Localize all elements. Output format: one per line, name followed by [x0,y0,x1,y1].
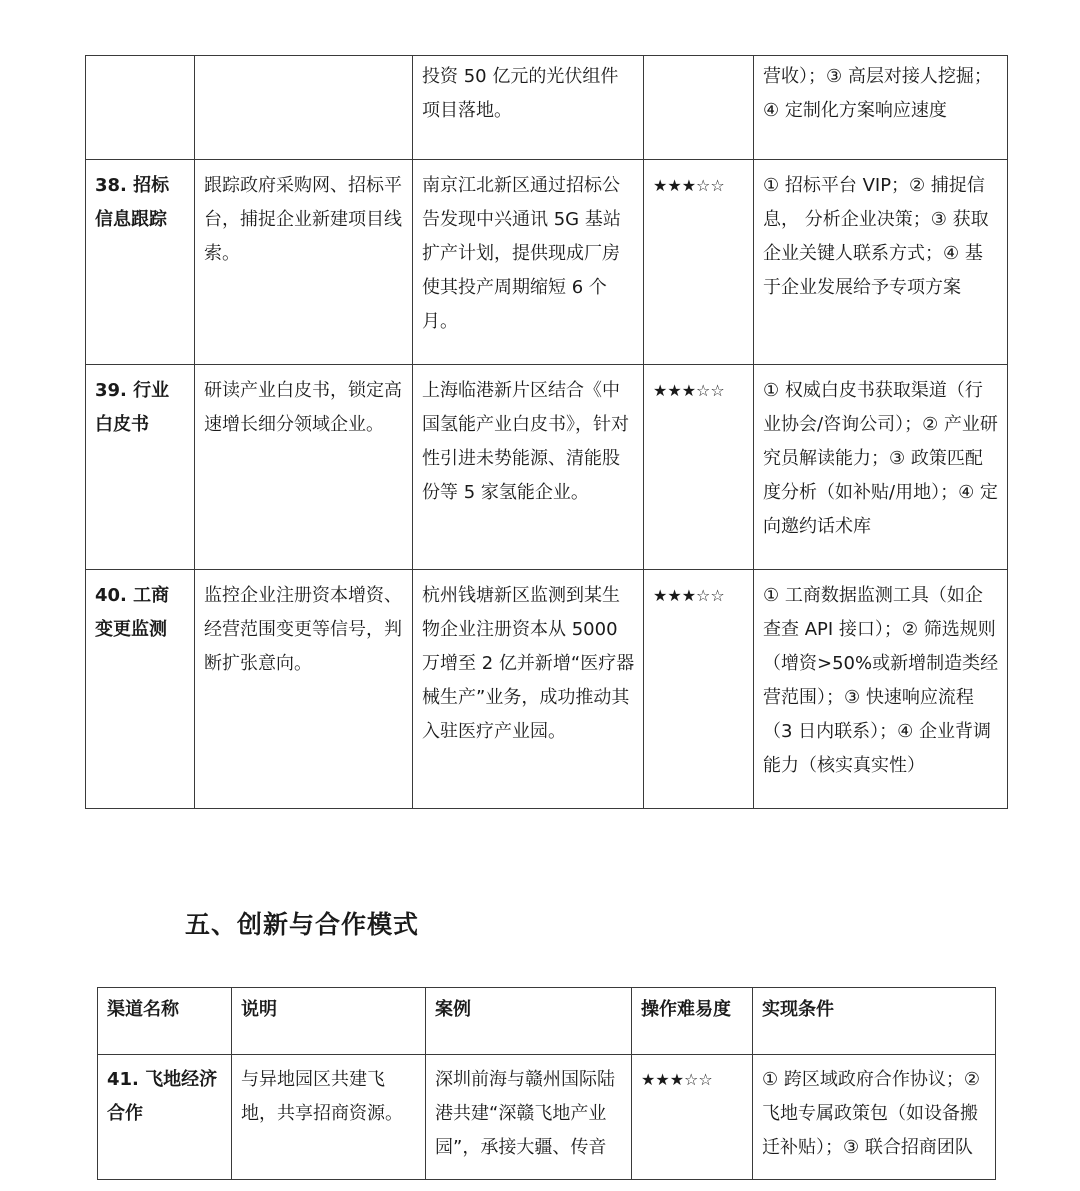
table-header-row [98,988,996,1055]
section-heading: 五、创新与合作模式 [185,910,420,939]
case-cell: 深圳前海与赣州国际陆港共建“深赣飞地产业园”，承接大疆、传音 [426,1055,632,1180]
channel-name-cell: 39. 行业白皮书 [86,365,195,570]
case-cell: 上海临港新片区结合《中国氢能产业白皮书》，针对性引进未势能源、清能股份等 5 家氢能企业。 [413,365,644,570]
case-cell: 杭州钱塘新区监测到某生物企业注册资本从 5000 万增至 2 亿并新增“医疗器械生产”业务，成功推动其入驻医疗产业园。 [413,570,644,809]
table-row [86,56,1008,160]
column-header-name: 渠道名称 [98,988,232,1055]
table-row [86,160,1008,365]
difficulty-rating: ★★★☆☆ [644,160,754,365]
column-header-conditions: 实现条件 [753,988,996,1055]
case-cell: 南京江北新区通过招标公告发现中兴通讯 5G 基站扩产计划，提供现成厂房使其投产周期缩短 6 个月。 [413,160,644,365]
column-header-description: 说明 [232,988,426,1055]
channel-table-innovation [97,987,996,1180]
column-header-difficulty: 操作难易度 [632,988,753,1055]
channel-name-cell [86,56,195,160]
table-row [98,1055,996,1180]
difficulty-rating: ★★★☆☆ [632,1055,753,1180]
difficulty-cell [644,56,754,160]
conditions-cell: ① 工商数据监测工具（如企查查 API 接口）；② 筛选规则（增资>50%或新增制造类经营范围）；③ 快速响应流程（3 日内联系）；④ 企业背调能力（核实真实性） [754,570,1008,809]
column-header-case: 案例 [426,988,632,1055]
channel-name-cell: 38. 招标信息跟踪 [86,160,195,365]
case-cell: 投资 50 亿元的光伏组件项目落地。 [413,56,644,160]
channel-name-cell: 40. 工商变更监测 [86,570,195,809]
description-cell: 监控企业注册资本增资、经营范围变更等信号，判断扩张意向。 [195,570,413,809]
conditions-cell: 营收）；③ 高层对接人挖掘；④ 定制化方案响应速度 [754,56,1008,160]
description-cell [195,56,413,160]
table-row [86,570,1008,809]
conditions-cell: ① 招标平台 VIP；② 捕捉信息， 分析企业决策；③ 获取企业关键人联系方式；④ 基于企业发展给予专项方案 [754,160,1008,365]
channel-name-cell: 41. 飞地经济合作 [98,1055,232,1180]
conditions-cell: ① 权威白皮书获取渠道（行业协会/咨询公司）；② 产业研究员解读能力；③ 政策匹配度分析（如补贴/用地）；④ 定向邀约话术库 [754,365,1008,570]
conditions-cell: ① 跨区域政府合作协议；② 飞地专属政策包（如设备搬迁补贴）；③ 联合招商团队 [753,1055,996,1180]
description-cell: 跟踪政府采购网、招标平台，捕捉企业新建项目线索。 [195,160,413,365]
description-cell: 与异地园区共建飞地，共享招商资源。 [232,1055,426,1180]
difficulty-rating: ★★★☆☆ [644,365,754,570]
difficulty-rating: ★★★☆☆ [644,570,754,809]
table-row [86,365,1008,570]
channel-table-top [85,55,1008,809]
description-cell: 研读产业白皮书，锁定高速增长细分领域企业。 [195,365,413,570]
